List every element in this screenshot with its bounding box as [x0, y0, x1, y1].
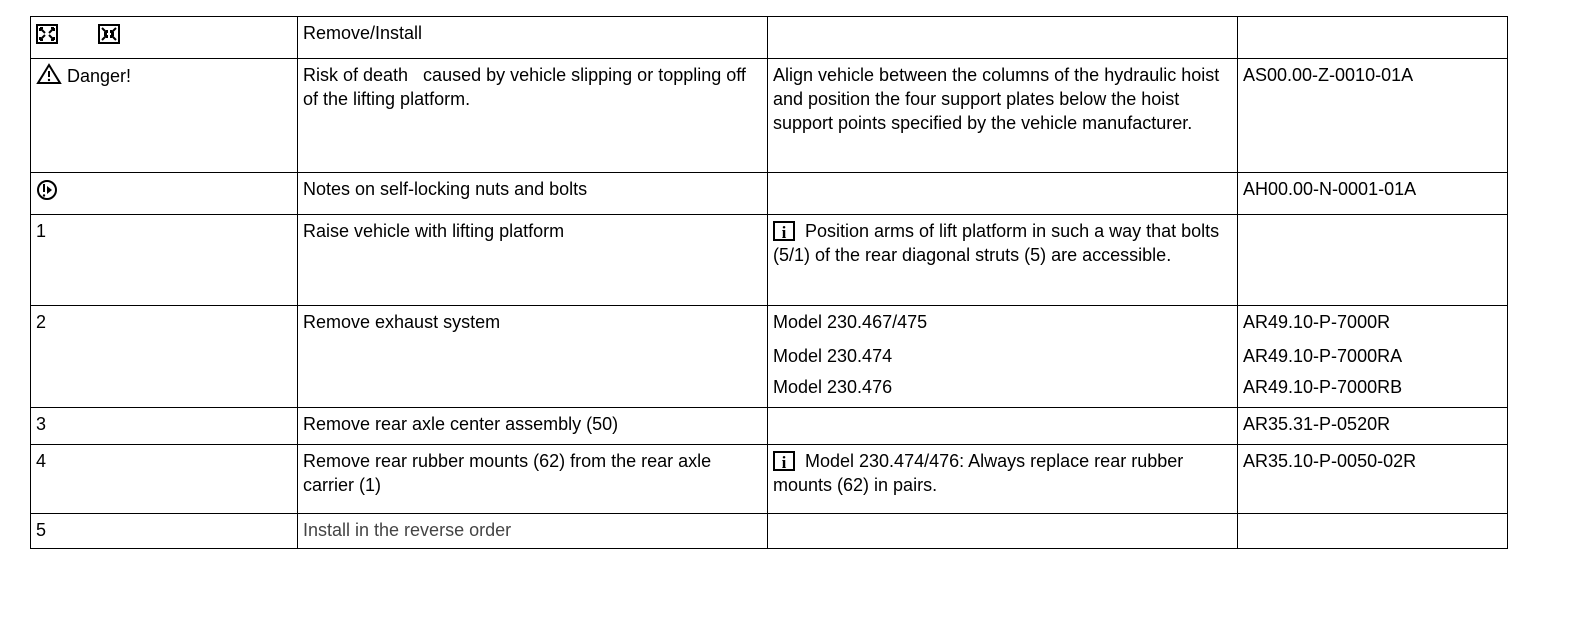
action-cell: Remove rear axle center assembly (50)	[298, 408, 768, 445]
note-cell: Align vehicle between the columns of the hydraulic hoist and position the four support plates below the hoist support points specified by the vehicle manufacturer.	[768, 59, 1238, 173]
ref-cell	[1238, 215, 1508, 306]
note-cell	[768, 17, 1238, 59]
procedure-table	[30, 16, 1508, 549]
table-row	[31, 306, 1508, 408]
info-box-icon: i	[773, 221, 795, 241]
table-row	[31, 59, 1508, 173]
action-cell: Risk of death caused by vehicle slipping or toppling off of the lifting platform.	[298, 59, 768, 173]
ref-cell	[1238, 514, 1508, 549]
step-number: 5	[31, 514, 298, 549]
ref-cell	[1238, 306, 1508, 408]
table-row	[31, 173, 1508, 215]
step-number: 4	[31, 445, 298, 514]
ref-link[interactable]: AH00.00-N-0001-01A	[1238, 173, 1508, 215]
install-icon	[98, 24, 120, 44]
ref-link[interactable]: AR35.31-P-0520R	[1238, 408, 1508, 445]
ref-link[interactable]: AR49.10-P-7000R	[1243, 312, 1391, 332]
table-row	[31, 17, 1508, 59]
action-cell: Remove exhaust system	[298, 306, 768, 408]
ref-link[interactable]: AS00.00-Z-0010-01A	[1238, 59, 1508, 173]
step-number: 3	[31, 408, 298, 445]
danger-label: Danger!	[67, 66, 132, 86]
action-cell: Remove/Install	[298, 17, 768, 59]
note-cell	[768, 408, 1238, 445]
warning-triangle-icon	[36, 63, 62, 85]
step-cell	[31, 59, 298, 173]
note-cell	[768, 215, 1238, 306]
action-cell: Remove rear rubber mounts (62) from the rear axle carrier (1)	[298, 445, 768, 514]
table-row	[31, 514, 1508, 549]
model-label: Model 230.476	[773, 377, 893, 397]
note-cell	[768, 514, 1238, 549]
info-box-icon: i	[773, 451, 795, 471]
model-label: Model 230.467/475	[773, 312, 928, 332]
ref-link[interactable]: AR35.10-P-0050-02R	[1238, 445, 1508, 514]
remove-icon	[36, 24, 58, 44]
step-number: 2	[31, 306, 298, 408]
action-cell: Raise vehicle with lifting platform	[298, 215, 768, 306]
step-cell	[31, 17, 298, 59]
step-cell	[31, 173, 298, 215]
ref-cell	[1238, 17, 1508, 59]
table-row	[31, 215, 1508, 306]
note-cell	[768, 306, 1238, 408]
notes-circle-icon	[36, 179, 58, 201]
note-cell	[768, 445, 1238, 514]
table-row	[31, 445, 1508, 514]
action-cell: Install in the reverse order	[298, 514, 768, 549]
note-cell	[768, 173, 1238, 215]
ref-link[interactable]: AR49.10-P-7000RA	[1243, 346, 1403, 366]
step-number: 1	[31, 215, 298, 306]
ref-link[interactable]: AR49.10-P-7000RB	[1243, 377, 1403, 397]
note-text: Model 230.474/476: Always replace rear rubber mounts (62) in pairs.	[773, 451, 1184, 495]
model-label: Model 230.474	[773, 346, 893, 366]
note-text: Position arms of lift platform in such a way that bolts (5/1) of the rear diagonal struts (5) are accessible.	[773, 221, 1220, 265]
action-cell: Notes on self-locking nuts and bolts	[298, 173, 768, 215]
table-row	[31, 408, 1508, 445]
